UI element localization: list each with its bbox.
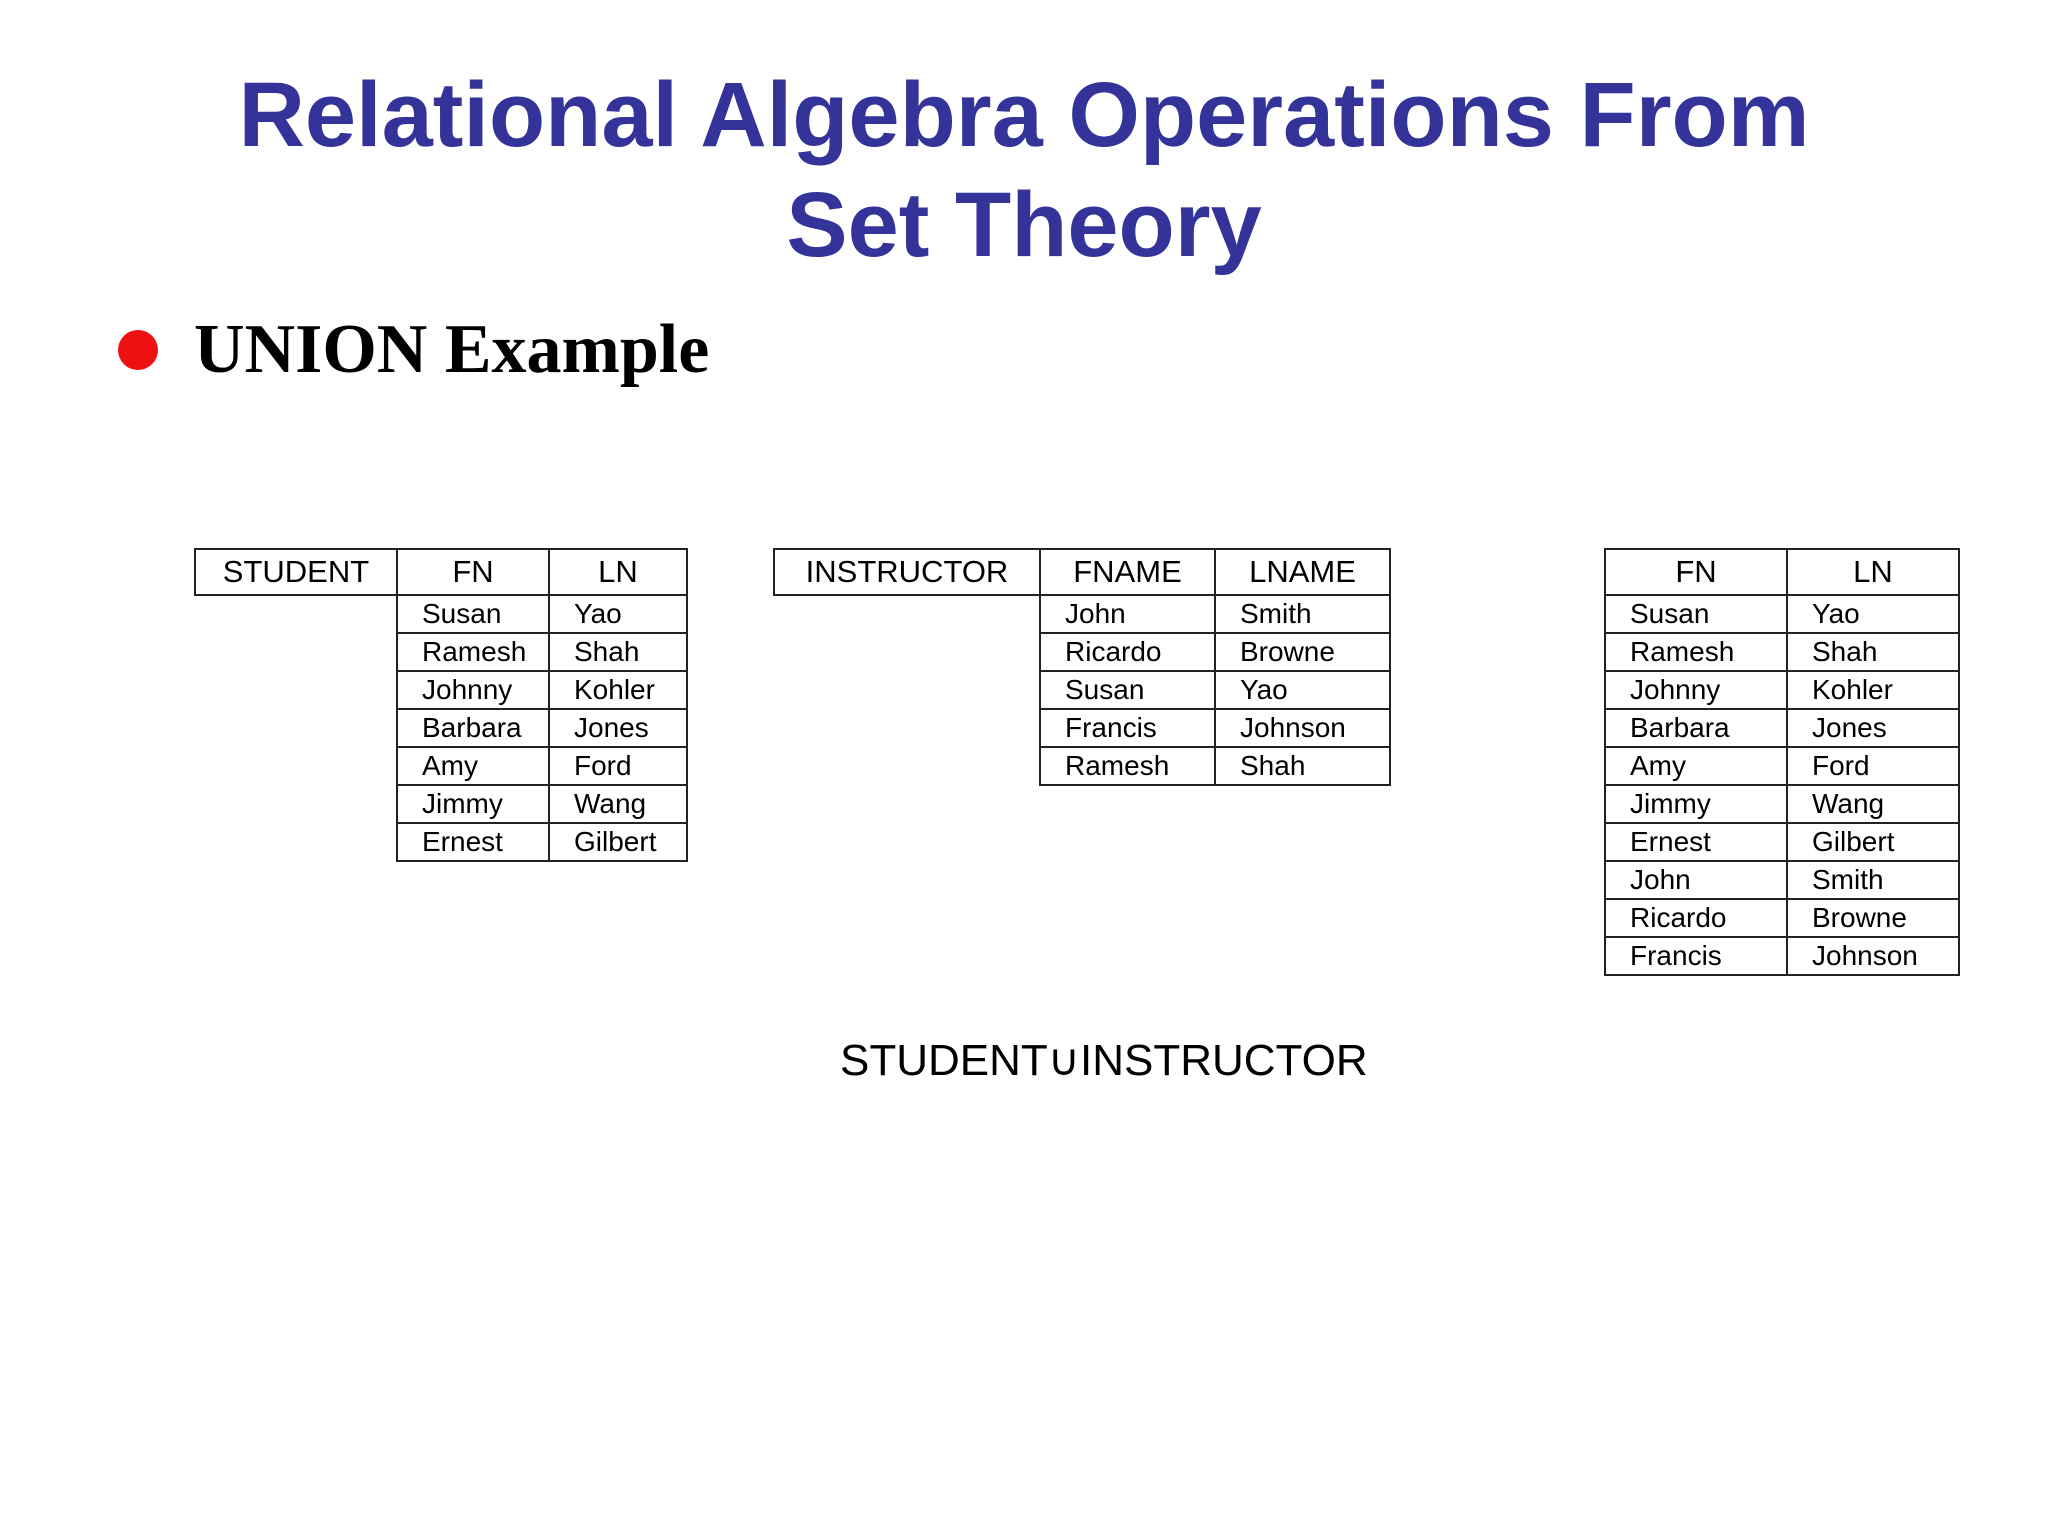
empty-cell <box>774 595 1040 633</box>
table-row <box>1605 633 1959 671</box>
table-cell: Susan <box>1040 671 1215 709</box>
union-caption: STUDENT∪INSTRUCTOR <box>840 1036 1368 1085</box>
table-cell: Ernest <box>1605 823 1787 861</box>
table-row <box>774 747 1390 785</box>
table-row <box>774 671 1390 709</box>
empty-cell <box>774 633 1040 671</box>
table-row <box>195 595 687 633</box>
table-cell: Barbara <box>1605 709 1787 747</box>
table-cell: Ramesh <box>397 633 549 671</box>
table-cell: Gilbert <box>549 823 687 861</box>
table-row <box>774 633 1390 671</box>
table-cell: Johnny <box>397 671 549 709</box>
table-cell: Jimmy <box>1605 785 1787 823</box>
column-header: LNAME <box>1215 549 1390 595</box>
table-cell: Smith <box>1215 595 1390 633</box>
empty-cell <box>774 709 1040 747</box>
slide-title-line-1: Relational Algebra Operations From <box>238 64 1810 166</box>
table-row <box>1605 747 1959 785</box>
table-cell: Ford <box>1787 747 1959 785</box>
slide-title <box>0 60 2048 280</box>
table-cell: Amy <box>397 747 549 785</box>
empty-cell <box>195 785 397 823</box>
table-cell: Jimmy <box>397 785 549 823</box>
table-row <box>1605 899 1959 937</box>
table-cell: Francis <box>1040 709 1215 747</box>
table-row <box>1605 823 1959 861</box>
table-cell: Amy <box>1605 747 1787 785</box>
table-row <box>774 709 1390 747</box>
student-table <box>194 548 688 862</box>
table-cell: Shah <box>1787 633 1959 671</box>
table-cell: Yao <box>1787 595 1959 633</box>
bullet-item <box>118 310 709 390</box>
table-cell: Barbara <box>397 709 549 747</box>
table-cell: Ramesh <box>1605 633 1787 671</box>
empty-cell <box>195 823 397 861</box>
table-cell: John <box>1605 861 1787 899</box>
table-cell: Ford <box>549 747 687 785</box>
table-cell: Smith <box>1787 861 1959 899</box>
empty-cell <box>195 709 397 747</box>
union-result-table <box>1604 548 1960 976</box>
empty-cell <box>774 747 1040 785</box>
table-cell: Yao <box>549 595 687 633</box>
table-cell: Johnson <box>1215 709 1390 747</box>
table-cell: Wang <box>1787 785 1959 823</box>
column-header: FN <box>1605 549 1787 595</box>
column-header: FN <box>397 549 549 595</box>
table-cell: Susan <box>1605 595 1787 633</box>
table-row <box>195 823 687 861</box>
table-row <box>1605 709 1959 747</box>
table-cell: Ricardo <box>1040 633 1215 671</box>
table-row <box>1605 861 1959 899</box>
table-cell: Ramesh <box>1040 747 1215 785</box>
table-row <box>1605 595 1959 633</box>
table-cell: Susan <box>397 595 549 633</box>
table-cell: Browne <box>1787 899 1959 937</box>
table-row <box>195 671 687 709</box>
column-header: FNAME <box>1040 549 1215 595</box>
table-cell: Kohler <box>549 671 687 709</box>
table-row <box>774 595 1390 633</box>
column-header: LN <box>1787 549 1959 595</box>
instructor-table <box>773 548 1391 786</box>
table-row <box>1605 671 1959 709</box>
bullet-dot-icon <box>118 330 158 370</box>
empty-cell <box>195 671 397 709</box>
table-cell: Shah <box>549 633 687 671</box>
empty-cell <box>195 633 397 671</box>
table-row <box>1605 785 1959 823</box>
table-cell: Kohler <box>1787 671 1959 709</box>
table-row <box>195 785 687 823</box>
table-cell: John <box>1040 595 1215 633</box>
table-cell: Johnny <box>1605 671 1787 709</box>
table-row <box>195 747 687 785</box>
table-header-row <box>774 549 1390 595</box>
slide-title-line-2: Set Theory <box>786 174 1262 276</box>
table-cell: Jones <box>549 709 687 747</box>
table-cell: Wang <box>549 785 687 823</box>
empty-cell <box>195 595 397 633</box>
table-cell: Gilbert <box>1787 823 1959 861</box>
table-cell: Shah <box>1215 747 1390 785</box>
table-cell: Ricardo <box>1605 899 1787 937</box>
table-cell: Ernest <box>397 823 549 861</box>
table-cell: Johnson <box>1787 937 1959 975</box>
relation-name: STUDENT <box>195 549 397 595</box>
empty-cell <box>195 747 397 785</box>
column-header: LN <box>549 549 687 595</box>
empty-cell <box>774 671 1040 709</box>
table-cell: Jones <box>1787 709 1959 747</box>
table-row <box>195 633 687 671</box>
table-cell: Browne <box>1215 633 1390 671</box>
relation-name: INSTRUCTOR <box>774 549 1040 595</box>
bullet-text: UNION Example <box>194 311 710 388</box>
table-header-row <box>195 549 687 595</box>
table-cell: Francis <box>1605 937 1787 975</box>
table-header-row <box>1605 549 1959 595</box>
table-row <box>195 709 687 747</box>
table-row <box>1605 937 1959 975</box>
table-cell: Yao <box>1215 671 1390 709</box>
